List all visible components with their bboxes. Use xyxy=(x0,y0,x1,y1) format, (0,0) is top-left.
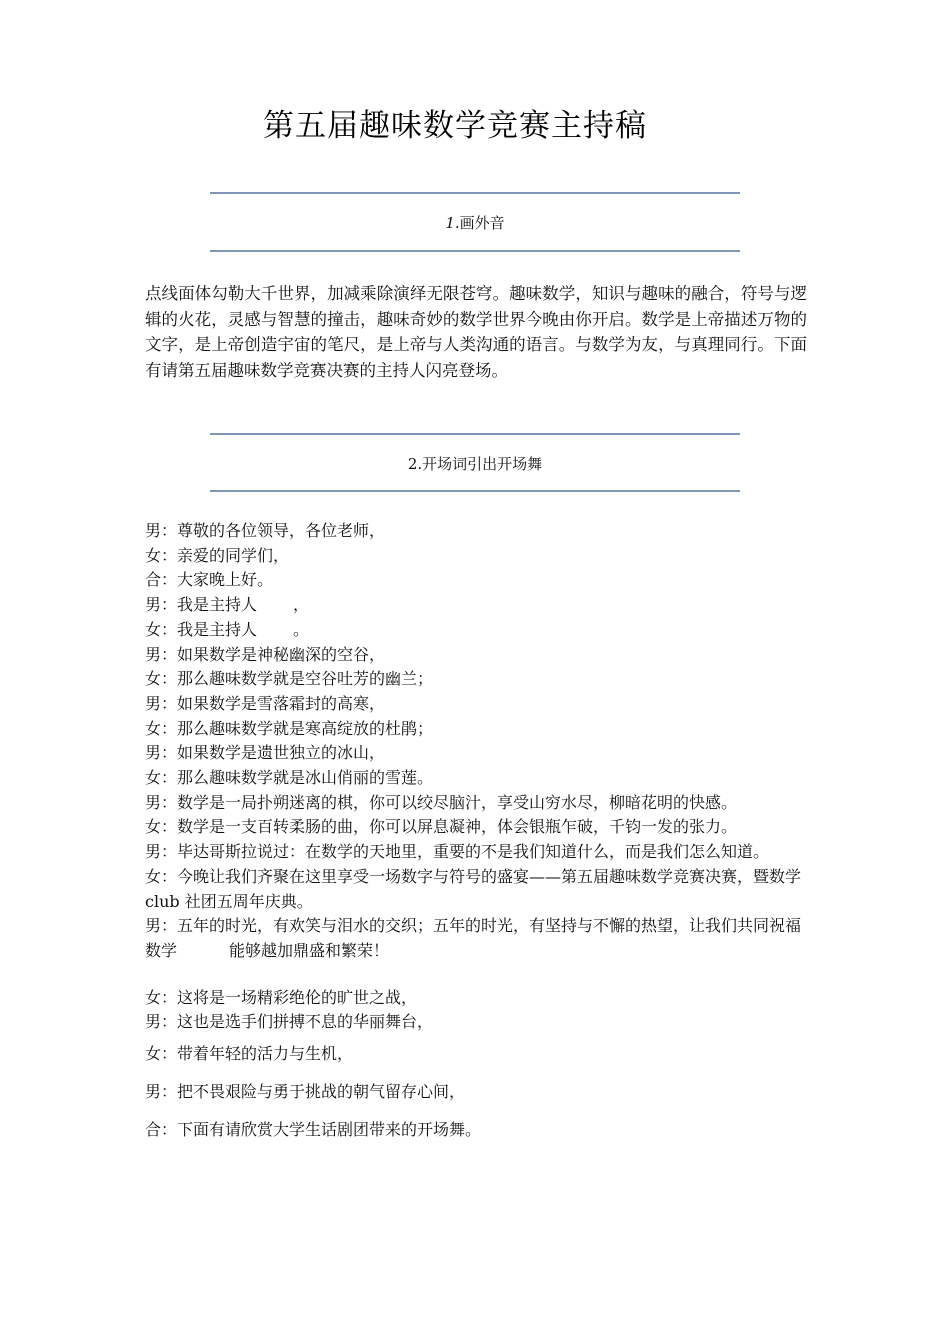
dialogue-line: 男：数学是一局扑朔迷离的棋，你可以绞尽脑汁，享受山穷水尽，柳暗花明的快感。 xyxy=(145,792,738,812)
dialogue-line-start: 男：五年的时光，有欢笑与泪水的交织；五年的时光，有坚持与不懈的热望，让我们共同祝福数学 xyxy=(145,916,802,960)
dialogue-line: 男：如果数学是遗世独立的冰山， xyxy=(145,743,386,763)
dialogue-line xyxy=(145,593,807,618)
dialogue-list xyxy=(145,519,807,1145)
dialogue-line: 女：数学是一支百转柔肠的曲，你可以屏息凝神，体会银瓶乍破，千钧一发的张力。 xyxy=(145,817,738,837)
dialogue-line-start: 女：我是主持人 xyxy=(145,619,258,639)
dialogue-line-end: 。 xyxy=(293,619,310,639)
section-1-bottom-rule xyxy=(210,250,740,252)
dialogue-line: 男：毕达哥斯拉说过：在数学的天地里，重要的不是我们知道什么，而是我们怎么知道。 xyxy=(145,842,770,862)
section-1-heading xyxy=(210,212,740,234)
dialogue-line-end: 能够越加鼎盛和繁荣！ xyxy=(229,940,390,960)
dialogue-line: 女：那么趣味数学就是寒高绽放的杜鹃； xyxy=(145,718,434,738)
dialogue-line: 男：把不畏艰险与勇于挑战的朝气留存心间， xyxy=(145,1082,466,1102)
section-2-heading xyxy=(210,453,740,475)
section-2-heading-text: 开场词引出开场舞 xyxy=(422,455,543,473)
dialogue-line xyxy=(145,914,807,963)
dialogue-line: 女：这将是一场精彩绝伦的旷世之战， xyxy=(145,987,418,1007)
dialogue-line: 女：亲爱的同学们， xyxy=(145,545,290,565)
dialogue-line: 男：如果数学是神秘幽深的空谷， xyxy=(145,644,386,664)
section-1-heading-text: 画外音 xyxy=(459,214,505,232)
dialogue-line-start: 男：我是主持人 xyxy=(145,595,258,615)
section-1-top-rule xyxy=(210,192,740,194)
dialogue-line: 男：尊敬的各位领导，各位老师， xyxy=(145,521,386,540)
section-2-bottom-rule xyxy=(210,490,740,492)
section-2-top-rule xyxy=(210,433,740,435)
dialogue-line-end: ， xyxy=(293,595,310,615)
dialogue-line: 女：那么趣味数学就是冰山俏丽的雪莲。 xyxy=(145,768,434,788)
dialogue-line: 男：如果数学是雪落霜封的高寒， xyxy=(145,693,386,713)
section-2-number: 2. xyxy=(407,455,423,473)
dialogue-line xyxy=(145,618,807,643)
dialogue-line: 男：这也是选手们拼搏不息的华丽舞台， xyxy=(145,1012,434,1032)
dialogue-line: 合：下面有请欣赏大学生话剧团带来的开场舞。 xyxy=(145,1120,482,1140)
voiceover-paragraph: 点线面体勾勒大千世界，加减乘除演绎无限苍穹。趣味数学，知识与趣味的融合，符号与逻辑的火花，灵感与智慧的撞击，趣味奇妙的数学世界今晚由你开启。数学是上帝描述万物的文字，是上帝创造宇宙的笔尺，是上帝与人类沟通的语言。与数学为友，与真理同行。下面有请第五届趣味数学竞赛决赛的主持人闪亮登场。 xyxy=(145,284,807,380)
page-title: 第五届趣味数学竞赛主持稿 xyxy=(263,108,647,144)
dialogue-line: 合：大家晚上好。 xyxy=(145,570,274,590)
dialogue-line: 女：那么趣味数学就是空谷吐芳的幽兰； xyxy=(145,669,434,689)
section-1-number: 1. xyxy=(445,214,460,232)
dialogue-line: 女：今晚让我们齐聚在这里享受一场数字与符号的盛宴——第五届趣味数学竞赛决赛，暨数学 club 社团五周年庆典。 xyxy=(145,866,802,911)
dialogue-line: 女：带着年轻的活力与生机， xyxy=(145,1044,354,1064)
